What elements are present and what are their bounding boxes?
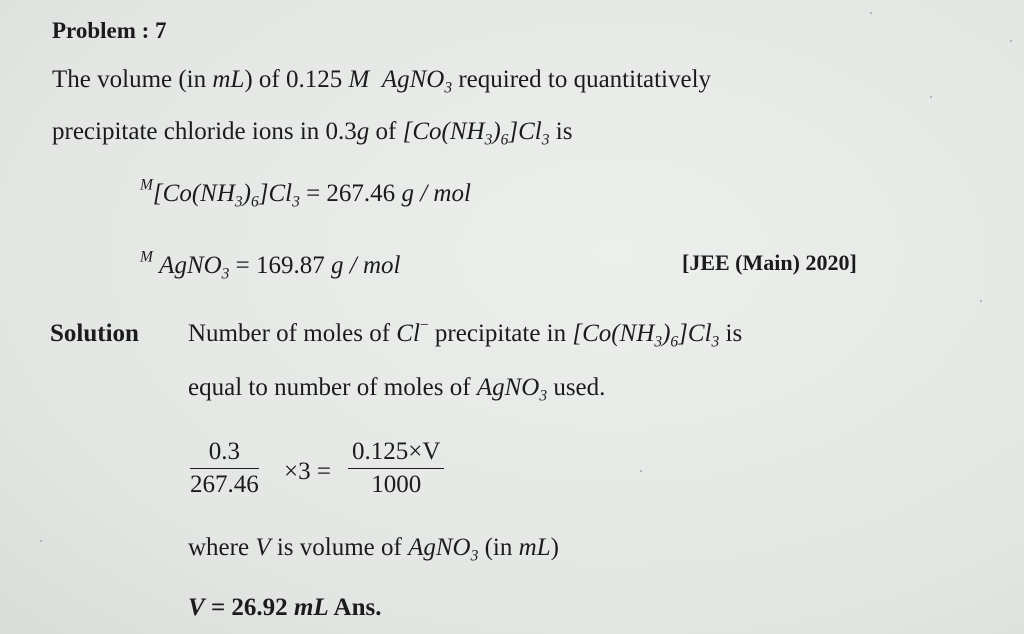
where-line [188,534,559,565]
numerator: 0.3 [190,438,259,469]
text: Ans. [328,594,382,621]
value: = 267.46 [299,180,402,207]
charge: − [419,316,429,334]
text: used. [547,374,606,401]
denominator: 1000 [371,471,422,498]
subscript: 3 [444,79,453,97]
text: Number of moles of [188,320,397,347]
paper-speck [870,12,872,14]
complex-formula: $[Co(NH_3)_6]Cl_3$ [402,118,550,149]
text: is [719,320,743,347]
subscript: 3 [539,387,548,405]
variable: V [188,594,205,621]
question-line-2 [52,118,573,149]
molar-superscript: M [140,176,153,194]
fraction-moles-agno3 [348,438,444,499]
complex-formula: $[Co(NH_3)_6]Cl_3$ [572,320,720,351]
exam-source: [JEE (Main) 2020] [682,250,857,275]
denominator: 267.46 [190,471,259,498]
solution-line-2 [188,374,606,405]
multiply-equals: ×3 = [284,458,331,485]
fraction-mass-over-molar [190,438,259,499]
unit: g / mol [331,252,401,279]
paper-speck [980,300,982,302]
solution-label: Solution [50,320,139,347]
unit: mL [518,534,551,561]
molar-mass-complex [140,176,471,211]
text: (in [478,534,519,561]
subscript: 3 [221,265,230,283]
text: ) of 0.125 [244,66,349,93]
value: = 169.87 [229,252,332,279]
unit: mL [212,66,245,93]
chloride-symbol: Cl [396,320,420,347]
text: precipitate in [428,320,573,347]
formula: AgNO [159,252,222,279]
text: equal to number of moles of [188,374,477,401]
molarity-symbol: M [348,66,370,93]
subscript: 3 [470,547,479,565]
text: where [188,534,256,561]
solution-line-1 [188,316,743,351]
value: = 26.92 [204,594,294,621]
text: ) [550,534,559,561]
question-line-1 [52,66,712,97]
final-answer [188,594,381,622]
paper-speck [640,470,642,472]
variable: V [255,534,271,561]
text: of [369,118,403,145]
text: precipitate chloride ions in 0.3 [52,118,357,145]
problem-heading: Problem : 7 [52,18,167,43]
formula: AgNO [381,66,445,93]
numerator: 0.125×V [348,438,444,469]
unit: mL [293,594,329,621]
paper-speck [1010,40,1012,42]
text: The volume (in [52,66,213,93]
formula: AgNO [476,374,540,401]
paper-speck [40,540,42,542]
text: required to quantitatively [452,66,712,93]
complex-formula: $[Co(NH_3)_6]Cl_3$ [152,180,300,211]
text: is volume of [270,534,409,561]
formula: AgNO [408,534,471,561]
text: is [549,118,573,145]
molar-superscript: M [140,248,153,266]
paper-speck [930,96,932,98]
molar-mass-agno3 [140,248,401,283]
unit: g / mol [401,180,471,207]
unit: g [356,118,370,145]
